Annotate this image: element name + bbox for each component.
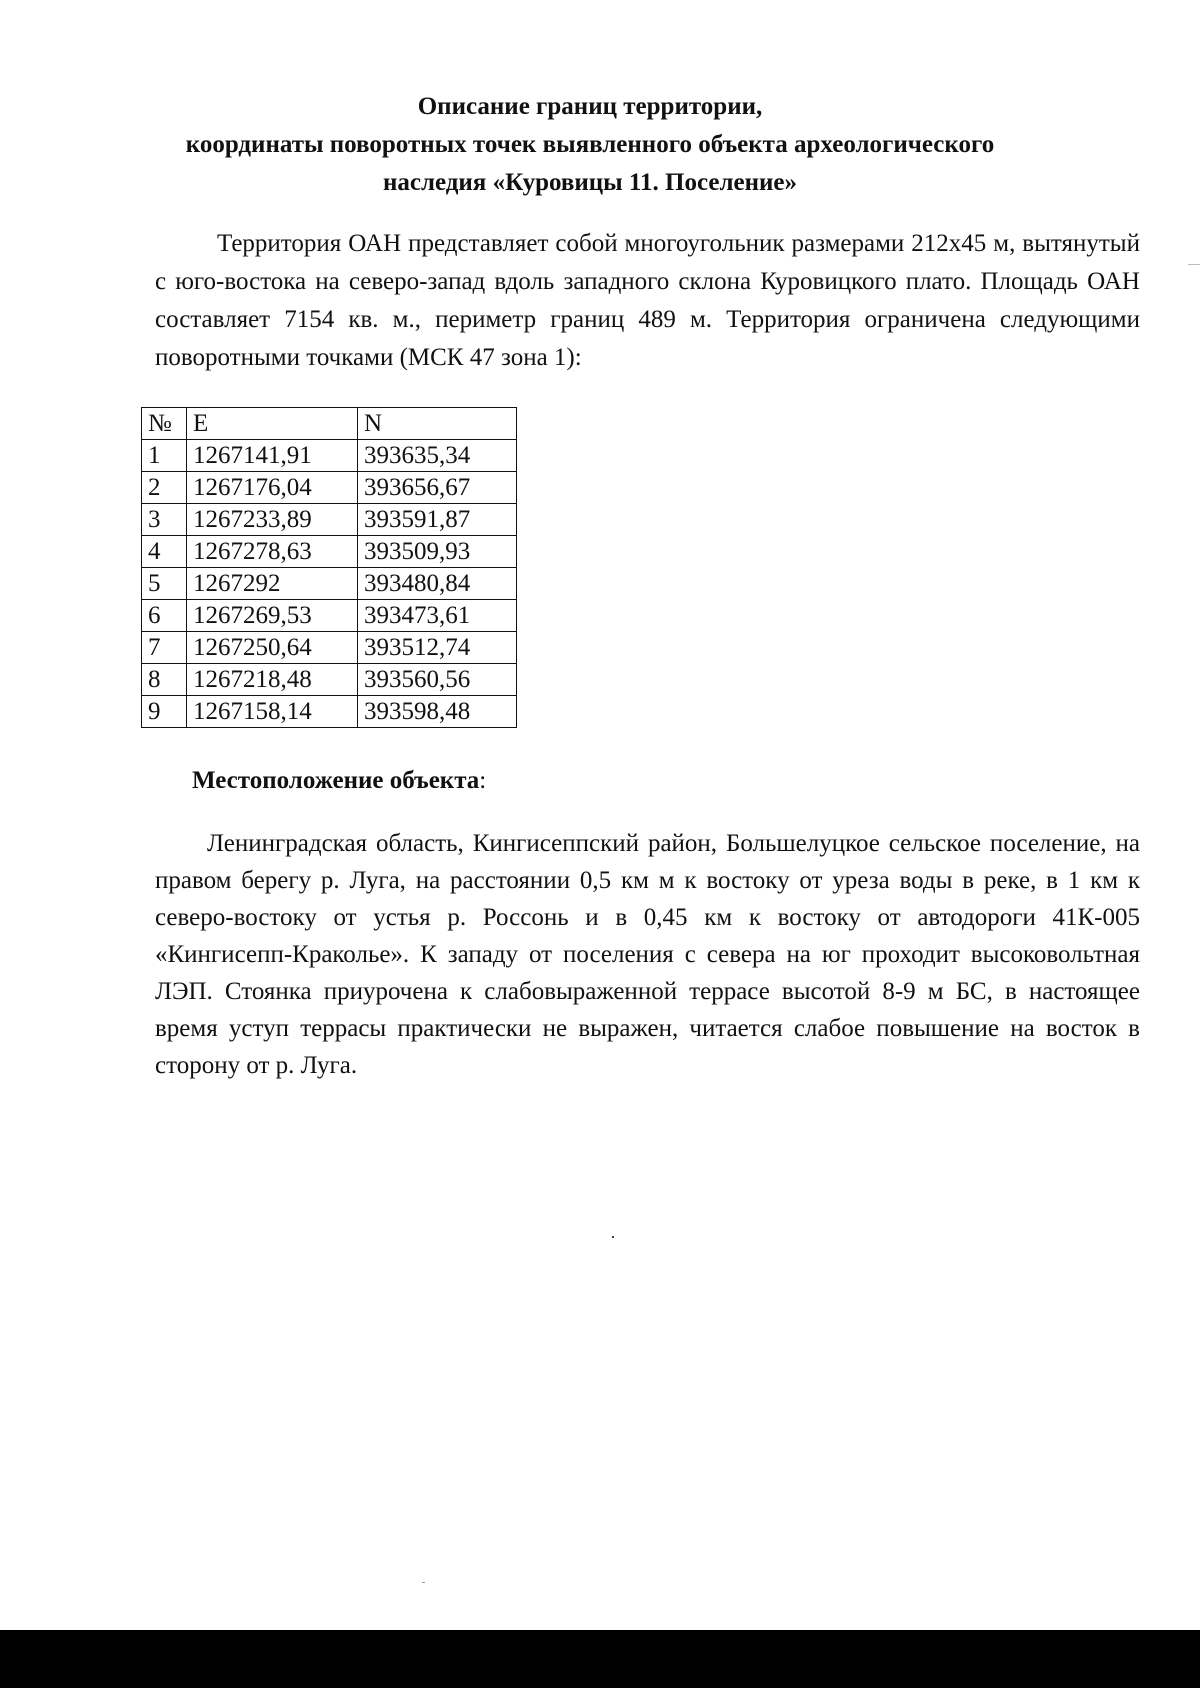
location-heading-colon: :: [479, 767, 487, 794]
cell-n: 393512,74: [358, 632, 517, 664]
title-line-2: координаты поворотных точек выявленного объекта археологического: [185, 131, 995, 158]
cell-e: 1267250,64: [187, 632, 358, 664]
cell-e: 1267269,53: [187, 600, 358, 632]
title-line-3: наследия «Куровицы 11. Поселение»: [382, 169, 798, 196]
header-no: №: [142, 408, 187, 440]
cell-e: 1267218,48: [187, 664, 358, 696]
cell-no: 7: [142, 632, 187, 664]
cell-n: 393560,56: [358, 664, 517, 696]
location-heading-text: Местоположение объекта: [192, 767, 480, 794]
coordinates-table: [141, 407, 517, 728]
cell-no: 8: [142, 664, 187, 696]
cell-n: 393480,84: [358, 568, 517, 600]
cell-no: 1: [142, 440, 187, 472]
table-row: [142, 632, 517, 664]
table-row: [142, 696, 517, 728]
cell-no: 5: [142, 568, 187, 600]
cell-e: 1267158,14: [187, 696, 358, 728]
title-line-1: Описание границ территории,: [417, 93, 763, 120]
scan-speck: [612, 1236, 614, 1238]
location-heading: [192, 763, 486, 799]
table-row: [142, 472, 517, 504]
cell-e: 1267141,91: [187, 440, 358, 472]
cell-e: 1267176,04: [187, 472, 358, 504]
cell-no: 4: [142, 536, 187, 568]
header-e: E: [187, 408, 358, 440]
header-n: N: [358, 408, 517, 440]
cell-n: 393473,61: [358, 600, 517, 632]
cell-no: 3: [142, 504, 187, 536]
table-row: [142, 536, 517, 568]
cell-n: 393509,93: [358, 536, 517, 568]
table-row: [142, 440, 517, 472]
scan-speck: [422, 1582, 425, 1583]
cell-no: 2: [142, 472, 187, 504]
cell-e: 1267233,89: [187, 504, 358, 536]
cell-no: 6: [142, 600, 187, 632]
table-row: [142, 504, 517, 536]
cell-n: 393591,87: [358, 504, 517, 536]
scan-edge-mark: [1188, 264, 1200, 265]
intro-paragraph: Территория ОАН представляет собой многоугольник размерами 212х45 м, вытянутый с юго-востока на северо-запад вдоль западного склона Куровицкого плато. Площадь ОАН составляет 7154 кв. м., периметр границ 489 м. Территория ограничена следующими поворотными точками (МСК 47 зона 1):: [155, 230, 1140, 371]
location-paragraph: Ленинградская область, Кингисеппский район, Большелуцкое сельское поселение, на правом берегу р. Луга, на расстоянии 0,5 км м к востоку от уреза воды в реке, в 1 км к северо-востоку от устья р. Россонь и в 0,45 км к востоку от автодороги 41К-005 «Кингисепп-Краколье». К западу от поселения с севера на юг проходит высоковольтная ЛЭП. Стоянка приурочена к слабовыраженной террасе высотой 8-9 м БС, в настоящее время уступ террасы практически не выражен, читается слабое повышение на восток в сторону от р. Луга.: [155, 830, 1140, 1079]
cell-no: 9: [142, 696, 187, 728]
cell-n: 393656,67: [358, 472, 517, 504]
cell-e: 1267278,63: [187, 536, 358, 568]
cell-e: 1267292: [187, 568, 358, 600]
table-row: [142, 664, 517, 696]
scan-bottom-border: [0, 1630, 1200, 1688]
document-title: [140, 88, 1040, 202]
table-row: [142, 568, 517, 600]
cell-n: 393635,34: [358, 440, 517, 472]
table-header-row: [142, 408, 517, 440]
cell-n: 393598,48: [358, 696, 517, 728]
table-row: [142, 600, 517, 632]
